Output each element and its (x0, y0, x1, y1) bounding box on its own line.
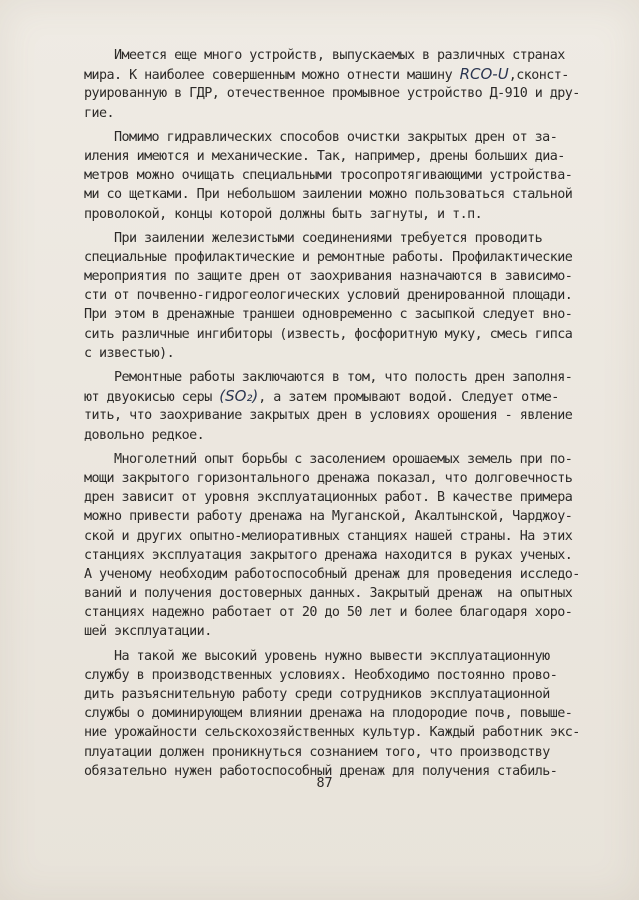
text-segment: шей эксплуатации. (84, 624, 212, 640)
text-segment: Имеется еще много устройств, выпускаемых в различных странах (114, 48, 565, 63)
text-segment: иления имеются и механические. Так, например, дрены больших диа- (84, 148, 565, 164)
text-line (84, 704, 586, 723)
text-segment: метров можно очищать специальными тросопротягивающими устройства- (84, 168, 573, 184)
text-segment: , а затем промывают водой. Следует отме- (258, 390, 559, 406)
text-segment: сти от почвенно-гидрогеологических условий дренированной площади. (84, 288, 573, 304)
text-line (84, 229, 586, 248)
text-line (84, 128, 586, 147)
text-line (84, 166, 586, 185)
text-line (84, 65, 586, 84)
text-segment: довольно редкое. (84, 427, 205, 443)
text-segment: дить разъяснительную работу среди сотрудников эксплуатационной (84, 687, 550, 702)
text-segment: ми со щетками. При небольшом заилении можно пользоваться стальной (84, 187, 573, 203)
text-segment: ние урожайности сельскохозяйственных культур. Каждый работник экс- (84, 725, 580, 741)
text-line (84, 344, 586, 363)
text-line (84, 46, 586, 65)
text-line (84, 325, 586, 344)
text-line (84, 185, 586, 204)
text-segment: Ремонтные работы заключаются в том, что полость дрен заполня- (114, 370, 573, 385)
text-segment: гие. (84, 105, 115, 121)
text-segment: А ученому необходим работоспособный дренаж для проведения исследо- (84, 566, 580, 582)
body-text (84, 46, 586, 781)
text-segment: обязательно нужен работоспособный дренаж для получения стабиль- (84, 763, 558, 779)
text-line (84, 406, 586, 425)
text-line (84, 84, 586, 103)
text-line (84, 469, 586, 488)
text-segment: тить, что заохривание закрытых дрен в условиях орошения - явление (84, 408, 573, 424)
text-line (84, 507, 586, 526)
text-line (84, 387, 586, 406)
text-line (84, 647, 586, 666)
text-line (84, 723, 586, 742)
text-segment: На такой же высокий уровень нужно вывести эксплуатационную (114, 648, 550, 664)
text-segment: Помимо гидравлических способов очистки закрытых дрен от за- (114, 129, 558, 145)
text-segment: ской и других опытно-мелиоративных станциях нашей страны. На этих (84, 528, 573, 544)
text-line (84, 685, 586, 704)
text-line (84, 286, 586, 305)
text-line (84, 147, 586, 166)
handwritten-insert: RCO-U (459, 65, 509, 84)
text-line (84, 488, 586, 507)
text-segment: службы о доминирующем влиянии дренажа на плодородие почв, повыше- (84, 706, 573, 722)
text-segment: специальные профилактические и ремонтные работы. Профилактические (84, 249, 573, 265)
text-line (84, 305, 586, 324)
text-line (84, 426, 586, 445)
text-line (84, 205, 586, 224)
text-segment: При заилении железистыми соединениями требуется проводить (114, 230, 543, 246)
text-segment: станциях эксплуатация закрытого дренажа находится в руках ученых. (84, 547, 573, 563)
text-segment: сить различные ингибиторы (известь, фосфоритную муку, смесь гипса (84, 326, 573, 342)
text-line (84, 450, 586, 469)
paragraph (84, 128, 586, 224)
handwritten-insert: (SO₂) (219, 387, 259, 406)
text-segment: руированную в ГДР, отечественное промывное устройство Д-910 и дру- (84, 86, 580, 102)
text-segment: можно привести работу дренажа на Муганской, Акалтынской, Чарджоу- (84, 509, 573, 525)
paragraph (84, 229, 586, 363)
text-segment: дрен зависит от уровня эксплуатационных работ. В качестве примера (84, 490, 573, 506)
text-line (84, 743, 586, 762)
text-segment: мощи закрытого горизонтального дренажа показал, что долговечность (84, 470, 573, 486)
text-segment: Многолетний опыт борьбы с засолением орошаемых земель при по- (114, 451, 573, 467)
paragraph (84, 647, 586, 781)
text-segment: При этом в дренажные траншеи одновременно с засыпкой следует вно- (84, 307, 573, 323)
paragraph (84, 368, 586, 445)
text-segment: плуатации должен проникнуться сознанием того, что производству (84, 744, 550, 760)
text-segment: ,сконст- (508, 68, 569, 84)
text-line (84, 565, 586, 584)
text-segment: мира. К наиболее совершенным можно отнести машину (84, 68, 460, 84)
paragraph (84, 450, 586, 642)
text-segment: ют двуокисью серы (84, 390, 220, 406)
text-line (84, 603, 586, 622)
text-line (84, 622, 586, 641)
text-line (84, 368, 586, 387)
text-line (84, 104, 586, 123)
text-segment: ваний и получения достоверных данных. Закрытый дренаж на опытных (84, 586, 573, 602)
text-line (84, 584, 586, 603)
text-line (84, 527, 586, 546)
text-segment: с известью). (84, 345, 175, 361)
text-segment: проволокой, концы которой должны быть загнуты, и т.п. (84, 206, 483, 222)
page-number: 87 (316, 776, 333, 791)
text-line (84, 666, 586, 685)
text-segment: станциях надежно работает от 20 до 50 лет и более благодаря хоро- (84, 605, 573, 621)
text-segment: службу в производственных условиях. Необходимо постоянно прово- (84, 667, 558, 683)
text-line (84, 267, 586, 286)
text-segment: мероприятия по защите дрен от заохривания назначаются в зависимо- (84, 269, 573, 285)
paragraph (84, 46, 586, 123)
text-line (84, 546, 586, 565)
text-line (84, 248, 586, 267)
